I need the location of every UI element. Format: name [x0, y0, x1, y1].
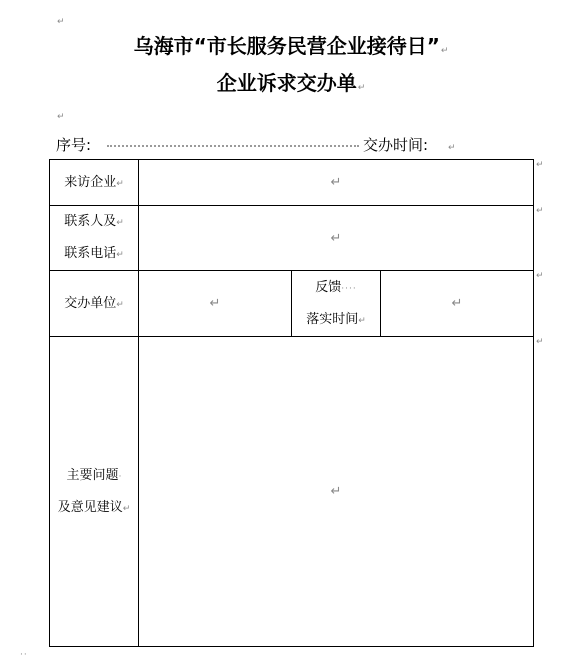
row-end-mark: ↵ [536, 271, 544, 281]
row-end-mark: ↵ [536, 160, 544, 170]
row-contact [50, 206, 534, 271]
row-issues [50, 337, 534, 647]
row-assigned-unit [50, 271, 534, 337]
feedback-time-value[interactable]: ↵ [381, 271, 534, 337]
assign-time-label: 交办时间: [363, 136, 429, 154]
row-end-mark: ↵ [536, 337, 544, 347]
assigned-unit-label: 交办单位↵ [50, 271, 139, 337]
paragraph-mark: ↵ [440, 46, 449, 56]
assigned-unit-value[interactable]: ↵ [139, 271, 292, 337]
document-title-line2: 企业诉求交办单↵ [216, 71, 366, 95]
contact-value[interactable]: ↵ [139, 206, 534, 271]
paragraph-mark: ↵ [57, 17, 65, 27]
paragraph-mark: ↵ [357, 83, 366, 93]
footer-mark: ·· [20, 650, 28, 660]
document-title-line1: 乌海市“市长服务民营企业接待日”↵ [133, 34, 449, 58]
visiting-company-label: 来访企业↵ [50, 160, 139, 206]
dotted-leader [107, 145, 359, 147]
issues-label: 主要问题· 及意见建议↵ [50, 337, 139, 647]
visiting-company-value[interactable]: ↵ [139, 160, 534, 206]
row-end-mark: ↵ [536, 206, 544, 216]
feedback-time-label: 反馈···· 落实时间↵ [292, 271, 381, 337]
paragraph-mark: ↵ [448, 143, 456, 153]
contact-label: 联系人及↵ 联系电话↵ [50, 206, 139, 271]
serial-number-label: 序号: [56, 136, 92, 154]
row-visiting-company [50, 160, 534, 206]
paragraph-mark: ↵ [57, 112, 65, 122]
request-form-table [49, 159, 534, 647]
issues-value[interactable]: ↵ [139, 337, 534, 647]
